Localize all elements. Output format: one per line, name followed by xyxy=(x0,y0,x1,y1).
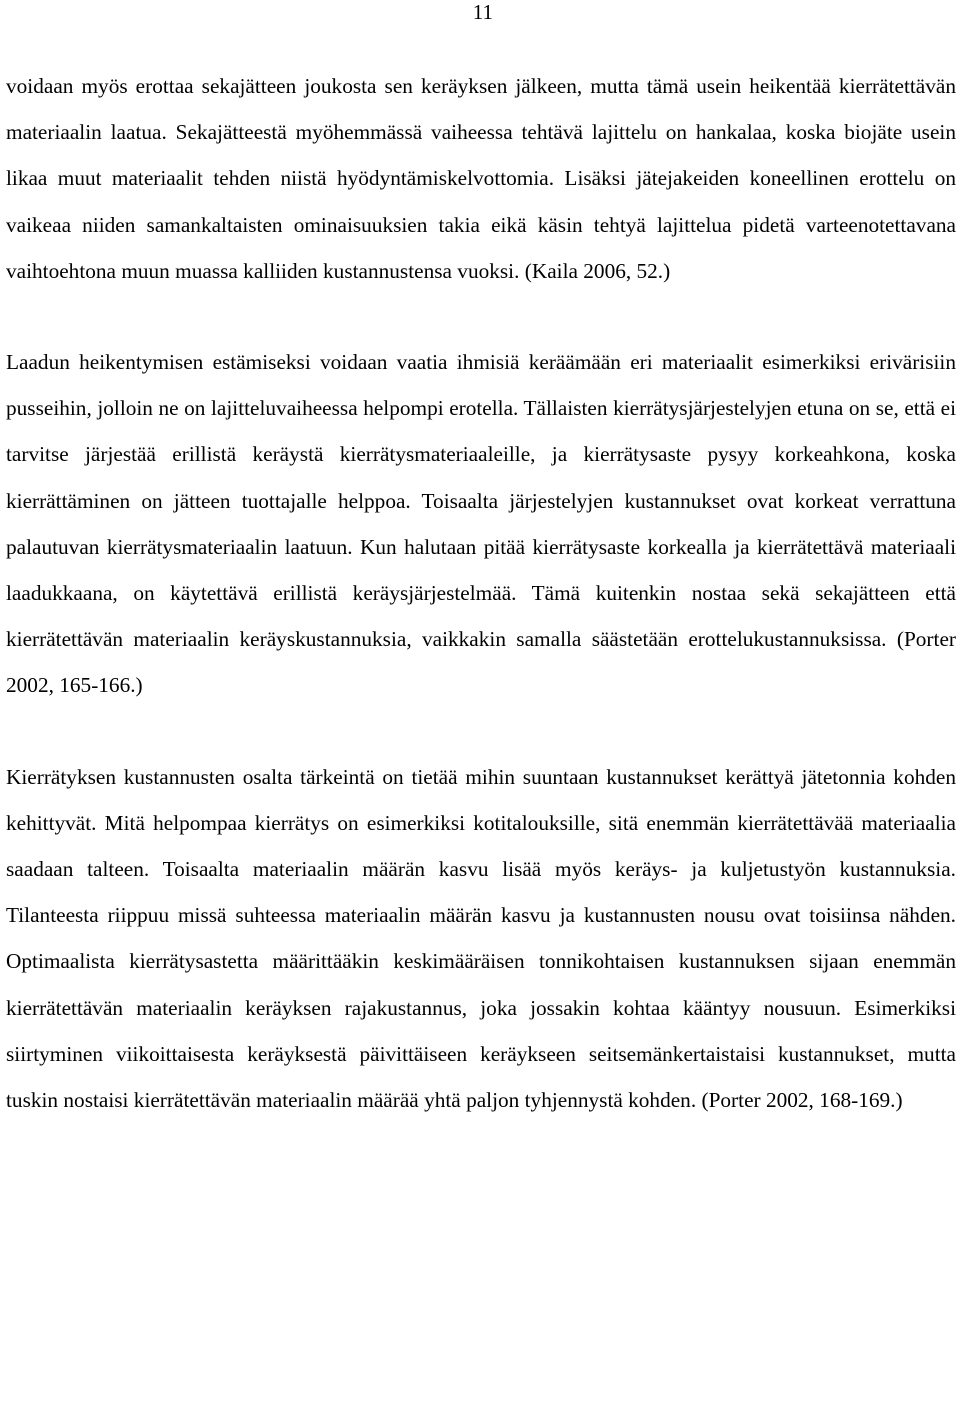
body-text xyxy=(6,63,956,1123)
page-number: 11 xyxy=(472,0,493,24)
paragraph-recycling-costs: Kierrätyksen kustannusten osalta tärkeintä on tietää mihin suuntaan kustannukset kerättyä jätetonnia kohden kehittyvät. Mitä helpompaa kierrätys on esimerkiksi kotitalouksille, sitä enemmän kierrätettävää materiaalia saadaan talteen. Toisaalta materiaalin määrän kasvu lisää myös keräys- ja kuljetustyön kustannuksia. Tilanteesta riippuu missä suhteessa materiaalin määrän kasvu ja kustannusten nousu ovat toisiinsa nähden. Optimaalista kierrätysastetta määrittääkin keskimääräisen tonnikohtaisen kustannuksen sijaan enemmän kierrätettävän materiaalin keräyksen rajakustannus, joka jossakin kohtaa kääntyy nousuun. Esimerkiksi siirtyminen viikoittaisesta keräyksestä päivittäiseen keräykseen seitsemänkertaistaisi kustannukset, mutta tuskin nostaisi kierrätettävän materiaalin määrää yhtä paljon tyhjennystä kohden. (Porter 2002, 168-169.) xyxy=(6,764,956,1113)
paragraph-kaila-citation: voidaan myös erottaa sekajätteen joukosta sen keräyksen jälkeen, mutta tämä usein heikentää kierrätettävän materiaalin laatua. Sekajätteestä myöhemmässä vaiheessa tehtävä lajittelu on hankalaa, koska biojäte usein likaa muut materiaalit tehden niistä hyödyntämiskelvottomia. Lisäksi jätejakeiden koneellinen erottelu on vaikeaa niiden samankaltaisten ominaisuuksien takia eikä käsin tehtyä lajittelua pidetä varteenotettavana vaihtoehtona muun muassa kalliiden kustannustensa vuoksi. (Kaila 2006, 52.) xyxy=(6,74,956,283)
paragraph-quality-degradation: Laadun heikentymisen estämiseksi voidaan vaatia ihmisiä keräämään eri materiaalit esimerkiksi erivärisiin pusseihin, jolloin ne on lajitteluvaiheessa helpompi erotella. Tällaisten kierrätysjärjestelyjen etuna on se, että ei tarvitse järjestää erillistä keräystä kierrätysmateriaaleille, ja kierrätysaste pysyy korkeahkona, koska kierrättäminen on jätteen tuottajalle helppoa. Toisaalta järjestelyjen kustannukset ovat korkeat verrattuna palautuvan kierrätysmateriaalin laatuun. Kun halutaan pitää kierrätysaste korkealla ja kierrätettävä materiaali laadukkaana, on käytettävä erillistä keräysjärjestelmää. Tämä kuitenkin nostaa sekä sekajätteen että kierrätettävän materiaalin keräyskustannuksia, vaikkakin samalla säästetään erottelukustannuksissa. (Porter 2002, 165-166.) xyxy=(6,350,956,698)
